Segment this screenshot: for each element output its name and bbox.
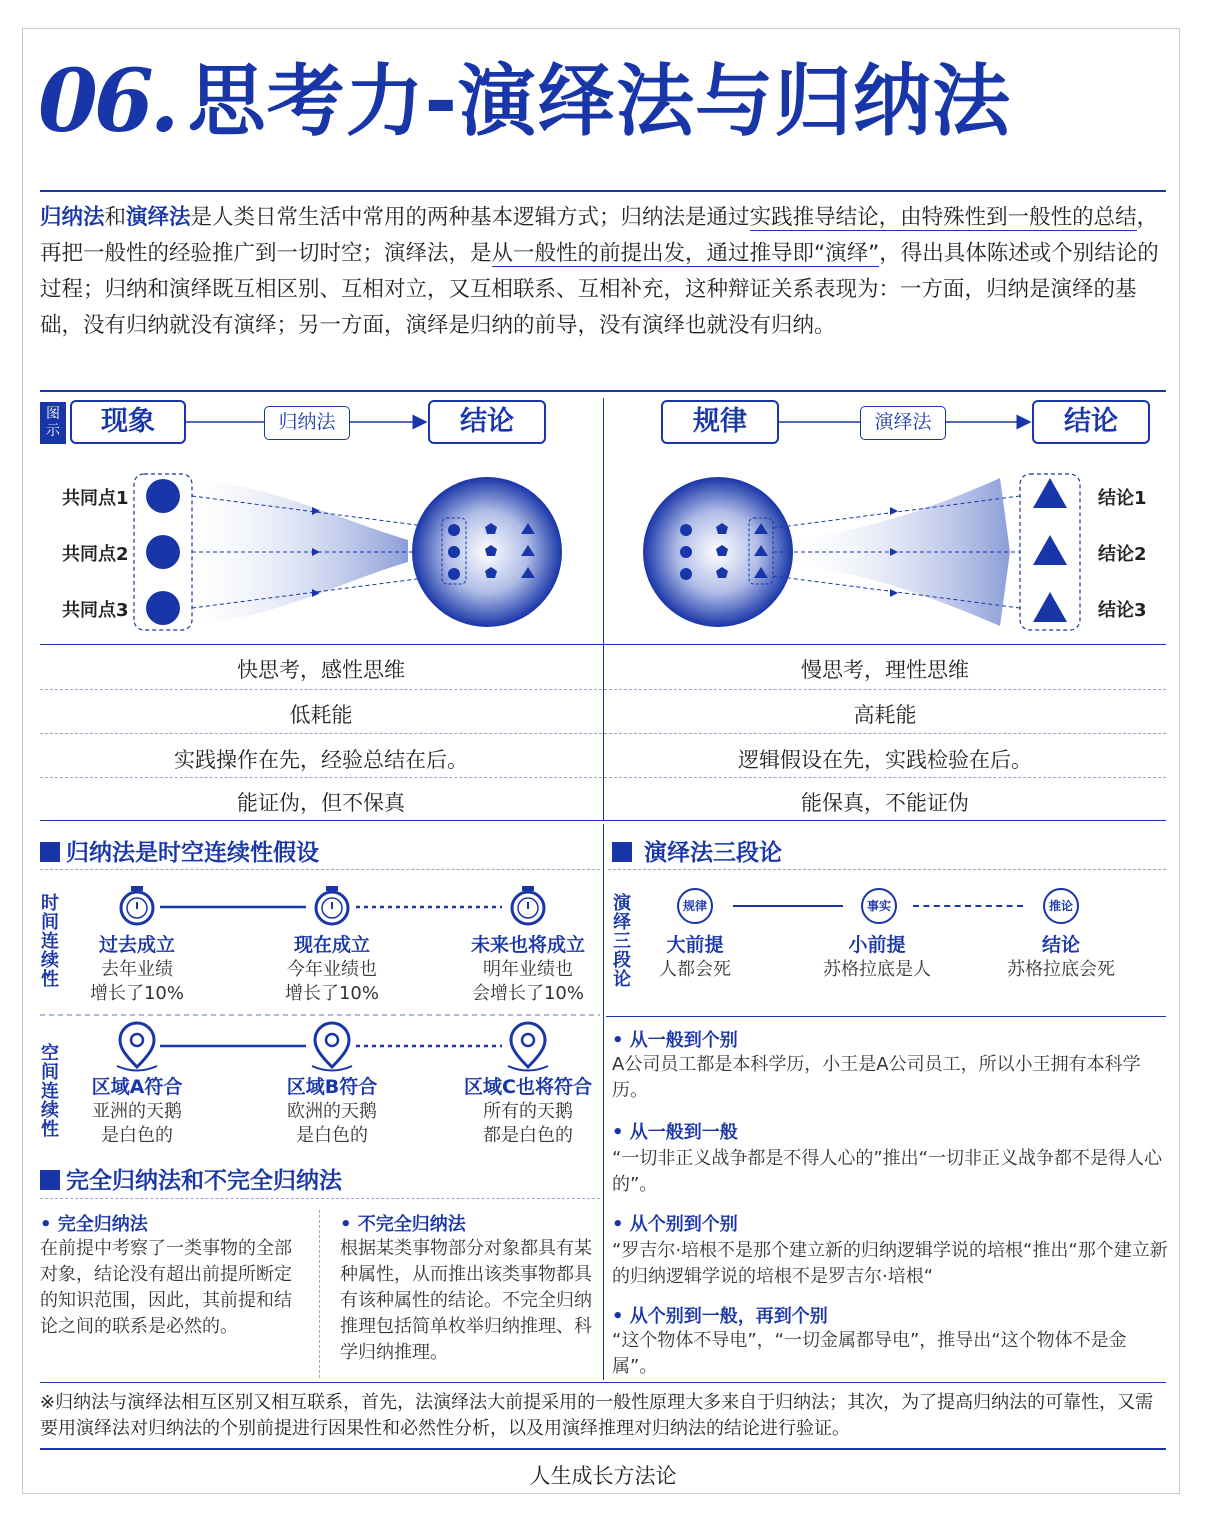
location-pin-icon (508, 1023, 548, 1070)
time-present-line1: 今年业绩也 (287, 959, 377, 980)
compare-bottom-divider (40, 820, 1166, 821)
time-future-line2: 会增长了10% (471, 983, 584, 1004)
case-2-title: • 从一般到一般 (612, 1122, 738, 1143)
clock-icon (121, 886, 153, 924)
case-2-text: “一切非正义战争都是不得人心的”推出“一切非正义战争都不是得人心的”。 (612, 1148, 1162, 1195)
time-future-title: 未来也将成立 (470, 934, 585, 956)
note-divider (40, 1382, 1166, 1383)
complete-heading-text: 完全归纳法和不完全归纳法 (66, 1168, 342, 1194)
incomplete-title: • 不完全归纳法 (340, 1214, 466, 1235)
complete-divider (319, 1210, 320, 1378)
dot (680, 568, 692, 580)
right-method-box: 演绎法 (860, 406, 946, 440)
rule-icon: 规律 (677, 888, 713, 924)
diagram-graphics (0, 0, 1206, 660)
point-circle-3 (146, 591, 180, 625)
deduction-heading (612, 834, 782, 867)
compare-top-divider (40, 644, 1166, 645)
right-from-box: 规律 (661, 400, 779, 444)
section-divider (40, 1198, 600, 1199)
region-b (237, 1074, 427, 1148)
section-divider (608, 869, 1166, 870)
case-1-title: • 从一般到个别 (612, 1030, 738, 1051)
location-pin-icon (117, 1023, 157, 1071)
time-continuity-label: 时间连续性 (41, 893, 59, 990)
minor-conclusion-line (913, 905, 1023, 907)
dot (448, 568, 460, 580)
dot (680, 546, 692, 558)
minor-premise-title: 小前提 (848, 934, 906, 956)
conclusion-2: 结论2 (1098, 544, 1147, 565)
conclusion-1: 结论1 (1098, 488, 1147, 509)
title-number: 06. (38, 51, 176, 152)
major-minor-line (733, 905, 843, 907)
syllogism-divider (606, 1016, 1166, 1017)
row-divider (40, 689, 1166, 690)
right-row-3: 逻辑假设在先，实践检验在后。 (738, 748, 1032, 772)
case-3-title: • 从个别到个别 (612, 1214, 738, 1235)
right-row-2: 高耗能 (853, 703, 917, 727)
region-b-title: 区域B符合 (286, 1076, 378, 1098)
space-continuity-label: 空间连续性 (41, 1043, 59, 1140)
footnote: ※归纳法与演绎法相互区别又相互联系，首先，法演绎法大前提采用的一般性原理大多来自于归纳法；其次，为了提高归纳法的可靠性，又需要用演绎法对归纳法的个别前提进行因果性和必然性分析，以及用演绎推理对归纳法的结论进行验证。 (40, 1392, 1154, 1439)
major-premise-text: 人都会死 (659, 959, 731, 980)
time-past-title: 过去成立 (98, 934, 175, 956)
intro-underline-2: 从一般性的前提出发，通过推导即“演绎” (491, 241, 880, 266)
right-row-4: 能保真，不能证伪 (801, 791, 969, 815)
region-a-title: 区域A符合 (91, 1076, 183, 1098)
region-c-line1: 所有的天鹅 (483, 1101, 573, 1122)
dot (680, 524, 692, 536)
left-from-box: 现象 (70, 400, 186, 444)
region-b-line1: 欧洲的天鹅 (287, 1101, 377, 1122)
time-past-line2: 增长了10% (89, 983, 184, 1004)
region-a-line1: 亚洲的天鹅 (92, 1101, 182, 1122)
deduction-heading-text: 演绎法三段论 (644, 840, 782, 866)
dot (448, 546, 460, 558)
case-3-text: “罗吉尔·培根不是那个建立新的归纳逻辑学说的培根“推出“那个建立新的归纳逻辑学说的培根不是罗吉尔·培根“ (612, 1240, 1168, 1287)
complete-text: 在前提中考察了一类事物的全部对象，结论没有超出前提所断定的知识范围，因此，其前提和结论之间的联系是必然的。 (40, 1238, 292, 1337)
incomplete-text: 根据某类事物部分对象都具有某种属性，从而推出该类事物都具有该种属性的结论。不完全归纳推理包括简单枚举归纳推理、科学归纳推理。 (340, 1238, 592, 1363)
conclusion-3: 结论3 (1098, 600, 1147, 621)
left-row-1: 快思考，感性思维 (237, 658, 405, 682)
minor-premise (782, 932, 972, 982)
row-divider (40, 777, 1166, 778)
term-deduction: 演绎法 (126, 205, 191, 230)
common-point-2: 共同点2 (62, 544, 129, 565)
time-future-line1: 明年业绩也 (483, 959, 573, 980)
footer-brand: 人生成长方法论 (529, 1464, 677, 1488)
conclusion-triangle-1 (1033, 478, 1067, 508)
major-premise (600, 932, 790, 982)
time-present-line2: 增长了10% (284, 983, 379, 1004)
intro-text-3: ，再把一般性的经验推广到一切时空；演绎法，是 (40, 205, 1159, 266)
time-present (237, 932, 427, 1006)
location-pin-icon (312, 1023, 352, 1071)
conclusion-triangle-3 (1033, 592, 1067, 622)
region-a (42, 1074, 232, 1148)
right-to-box: 结论 (1032, 400, 1150, 444)
region-c-line2: 都是白色的 (483, 1125, 573, 1146)
fact-icon: 事实 (861, 888, 897, 924)
conclusion-title: 结论 (1041, 934, 1080, 956)
right-row-1: 慢思考，理性思维 (801, 658, 969, 682)
time-past-line1: 去年业绩 (101, 959, 173, 980)
time-present-title: 现在成立 (293, 934, 370, 956)
row-divider (40, 733, 1166, 734)
induction-heading-text: 归纳法是时空连续性假设 (66, 840, 319, 866)
conclusion-triangle-2 (1033, 535, 1067, 565)
inference-icon: 推论 (1043, 888, 1079, 924)
clock-icon (316, 886, 348, 924)
case-4-title: • 从个别到一般，再到个别 (612, 1306, 828, 1327)
term-induction: 归纳法 (40, 205, 105, 230)
case-4-text: “这个物体不导电”，“一切金属都导电”，推导出“这个物体不是金属”。 (612, 1330, 1127, 1377)
clock-icon (512, 886, 544, 924)
left-row-4: 能证伪，但不保真 (237, 791, 405, 815)
left-row-2: 低耗能 (289, 703, 353, 727)
time-future (433, 932, 623, 1006)
intro-text-2: 是人类日常生活中常用的两种基本逻辑方式；归纳法是通过 (190, 205, 750, 230)
diagram-tag: 图示 (40, 402, 66, 444)
major-premise-title: 大前提 (666, 934, 724, 956)
complete-title: • 完全归纳法 (40, 1214, 148, 1235)
region-b-line2: 是白色的 (296, 1125, 368, 1146)
region-a-line2: 是白色的 (101, 1125, 173, 1146)
left-row-3: 实践操作在先，经验总结在后。 (174, 748, 468, 772)
dot (448, 524, 460, 536)
case-1-text: A公司员工都是本科学历，小王是A公司员工，所以小王拥有本科学历。 (612, 1054, 1141, 1101)
common-point-1: 共同点1 (62, 488, 129, 509)
left-method-box: 归纳法 (264, 406, 350, 440)
right-chev-1 (890, 507, 898, 515)
induction-heading (40, 834, 319, 867)
time-past (42, 932, 232, 1006)
conclusion (966, 932, 1156, 982)
conclusion-text: 苏格拉底会死 (1007, 959, 1115, 980)
left-to-box: 结论 (428, 400, 546, 444)
point-circle-1 (146, 479, 180, 513)
region-c-title: 区域C也将符合 (464, 1076, 592, 1098)
footer-divider (40, 1448, 1166, 1450)
intro-text-1: 和 (104, 205, 127, 230)
point-circle-2 (146, 535, 180, 569)
common-point-3: 共同点3 (62, 600, 129, 621)
intro-text-4: ，得出具体陈述或个别结论的过程；归纳和演绎既互相区别、互相对立，又互相联系、互相补充，这种辩证关系表现为：一方面，归纳是演绎的基础，没有归纳就没有演绎；另一方面，演绎是归纳的前导，没有演绎也就没有归纳。 (40, 241, 1159, 338)
region-c (433, 1074, 623, 1148)
intro-underline-1: 实践推导结论，由特殊性到一般性的总结 (749, 205, 1137, 230)
minor-premise-text: 苏格拉底是人 (823, 959, 931, 980)
syllogism-label: 演绎三段论 (613, 893, 631, 990)
right-chev-3 (890, 589, 898, 597)
title-text: 思考力-演绎法与归纳法 (187, 57, 1011, 147)
complete-heading (40, 1162, 342, 1195)
